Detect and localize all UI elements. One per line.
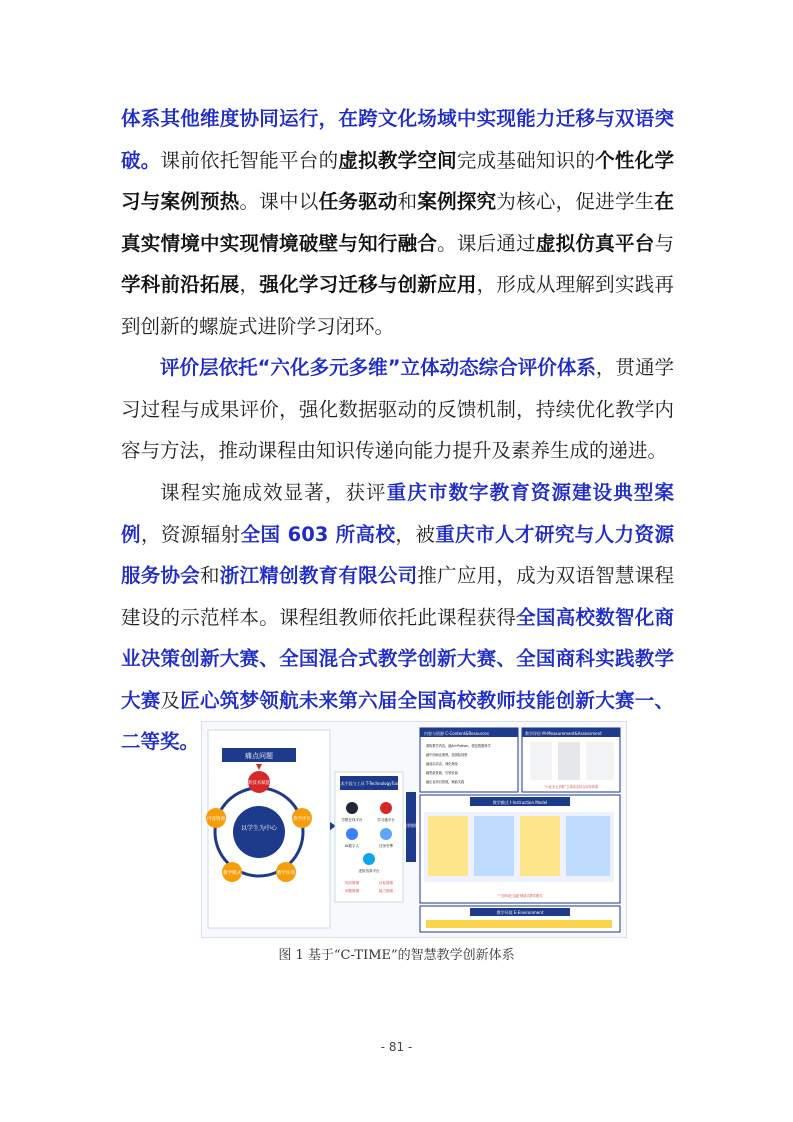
env-title: 教学环境 E-Environment [496,910,544,915]
content-point-2: 融中西商业案例，拓国际视野 [426,753,468,757]
text-segment: 重庆市人才研究与人力资源服务协会 [121,522,674,587]
content-title: 内容与资源 C-Content&Resources [424,731,489,736]
measure-title: 教学评价 M-Measurement&Assessment [525,731,602,736]
text-segment: 全国 603 所高校 [240,522,396,546]
tool-7: 问题图谱 [345,889,359,893]
text-segment: 。课后通过 [437,231,536,255]
top-label: 新技术赋能 [247,781,271,786]
text-segment: 和 [200,564,220,587]
center-circle [233,806,285,858]
page-number: - 81 - [380,1040,413,1054]
text-segment: 重庆市数字教育资源建设典型案例 [121,481,674,546]
text-segment: 为核心，促进学生 [496,190,655,213]
text-segment: 在真实情境中实现情境破壁与知行融合 [121,190,674,255]
text-segment: 全国高校数智化商业决策创新大赛、全国混合式教学创新大赛、全国商科实践教学大赛 [121,605,674,712]
ctime-figure [201,721,627,938]
text-segment: 强化学习迁移与创新应用 [259,273,477,296]
text-segment: 虚拟仿真平台 [535,231,655,255]
tool-6: 知识图谱 [345,881,359,885]
text-segment: 案例探究 [417,190,497,213]
text-segment: 学科前沿拓展 [121,273,240,296]
text-segment: 与 [654,231,674,255]
text-segment: 完成基础知识的 [456,148,596,172]
text-segment: ，贯通学习过程与成果评价，强化数据驱动的反馈机制，持续优化教学内容与方法，推动课程由知识传递向能力提升及素养生成的递进。 [121,356,674,462]
side-label: 数智赋能 [403,823,419,828]
instruction-title: 教学模式 I-Instruction Model [492,800,548,805]
text-segment: 虚拟教学空间 [338,148,457,172]
text-segment: 及 [160,688,181,712]
tool-9: 能力图谱 [379,889,393,893]
text-segment: ，资源辐射 [140,522,241,546]
content-point-3: 融前沿动态，深化理论 [426,762,458,766]
text-segment: 推广应用，成为双语智慧课程建设的示范样本。课程组教师依托此课程获得 [121,564,674,629]
content-point-5: 融企业项目资源，赋能实践 [426,780,465,784]
tool-3: AI数字人 [345,844,359,848]
tool-4: 任务引擎 [379,844,393,848]
text-segment: 浙江精创教育有限公司 [219,564,418,587]
text-segment: 个性化学习与案例预热 [121,148,674,213]
text-segment: ， [239,273,260,296]
text-segment: 匠心筑梦领航未来第六届全国高校教师技能创新大赛一、二等奖。 [121,688,674,753]
measure-caption: “六化多元多维”立体动态综合评价体系 [543,785,599,789]
content-point-4: 融思政资源，引领价值 [426,771,458,775]
tool-8: 目标图谱 [379,881,393,885]
text-segment: 课程实施成效显著，获评 [160,481,387,504]
instruction-caption: “三阶四化五融”情境式教学模式 [497,894,543,898]
content-point-1: 重构教学内容，融AI+Python，强化数据科学 [426,744,491,748]
figure-caption: 图 1 基于“C-TIME”的智慧教学创新体系 [278,948,515,963]
paragraph-2 [121,347,674,472]
left-label: 内容资源 [207,817,225,822]
tool-2: 学习通平台 [377,818,395,822]
text-segment: 。课中以 [239,190,319,213]
text-segment: 体系其他维度协同运行，在跨文化场域中实现能力迁移与双语突破。 [121,107,674,172]
bottom-right-label: 教学环境 [277,871,295,876]
text-segment: ，被 [395,522,436,546]
paragraph-1 [121,98,674,347]
pain-title: 痛点问题 [245,752,273,760]
text-segment: 课前依托智能平台的 [160,148,339,172]
center-label: 以学生为中心 [240,825,278,832]
tool-5: 虚拟仿真平台 [358,869,380,873]
text-segment: 和 [397,190,418,213]
text-segment: 任务驱动 [318,190,398,213]
bottom-left-label: 教学模式 [223,871,241,876]
tool-1: 学银在线平台 [341,818,363,822]
text-segment: ，形成从理解到实践再到创新的螺旋式进阶学习闭环。 [121,273,674,338]
tools-title: 技术手段与工具 T-TechnologyTools [336,781,402,786]
paragraph-3 [121,472,674,763]
right-label: 教学评价 [293,817,311,822]
text-segment: 评价层依托“六化多元多维”立体动态综合评价体系 [160,356,596,379]
